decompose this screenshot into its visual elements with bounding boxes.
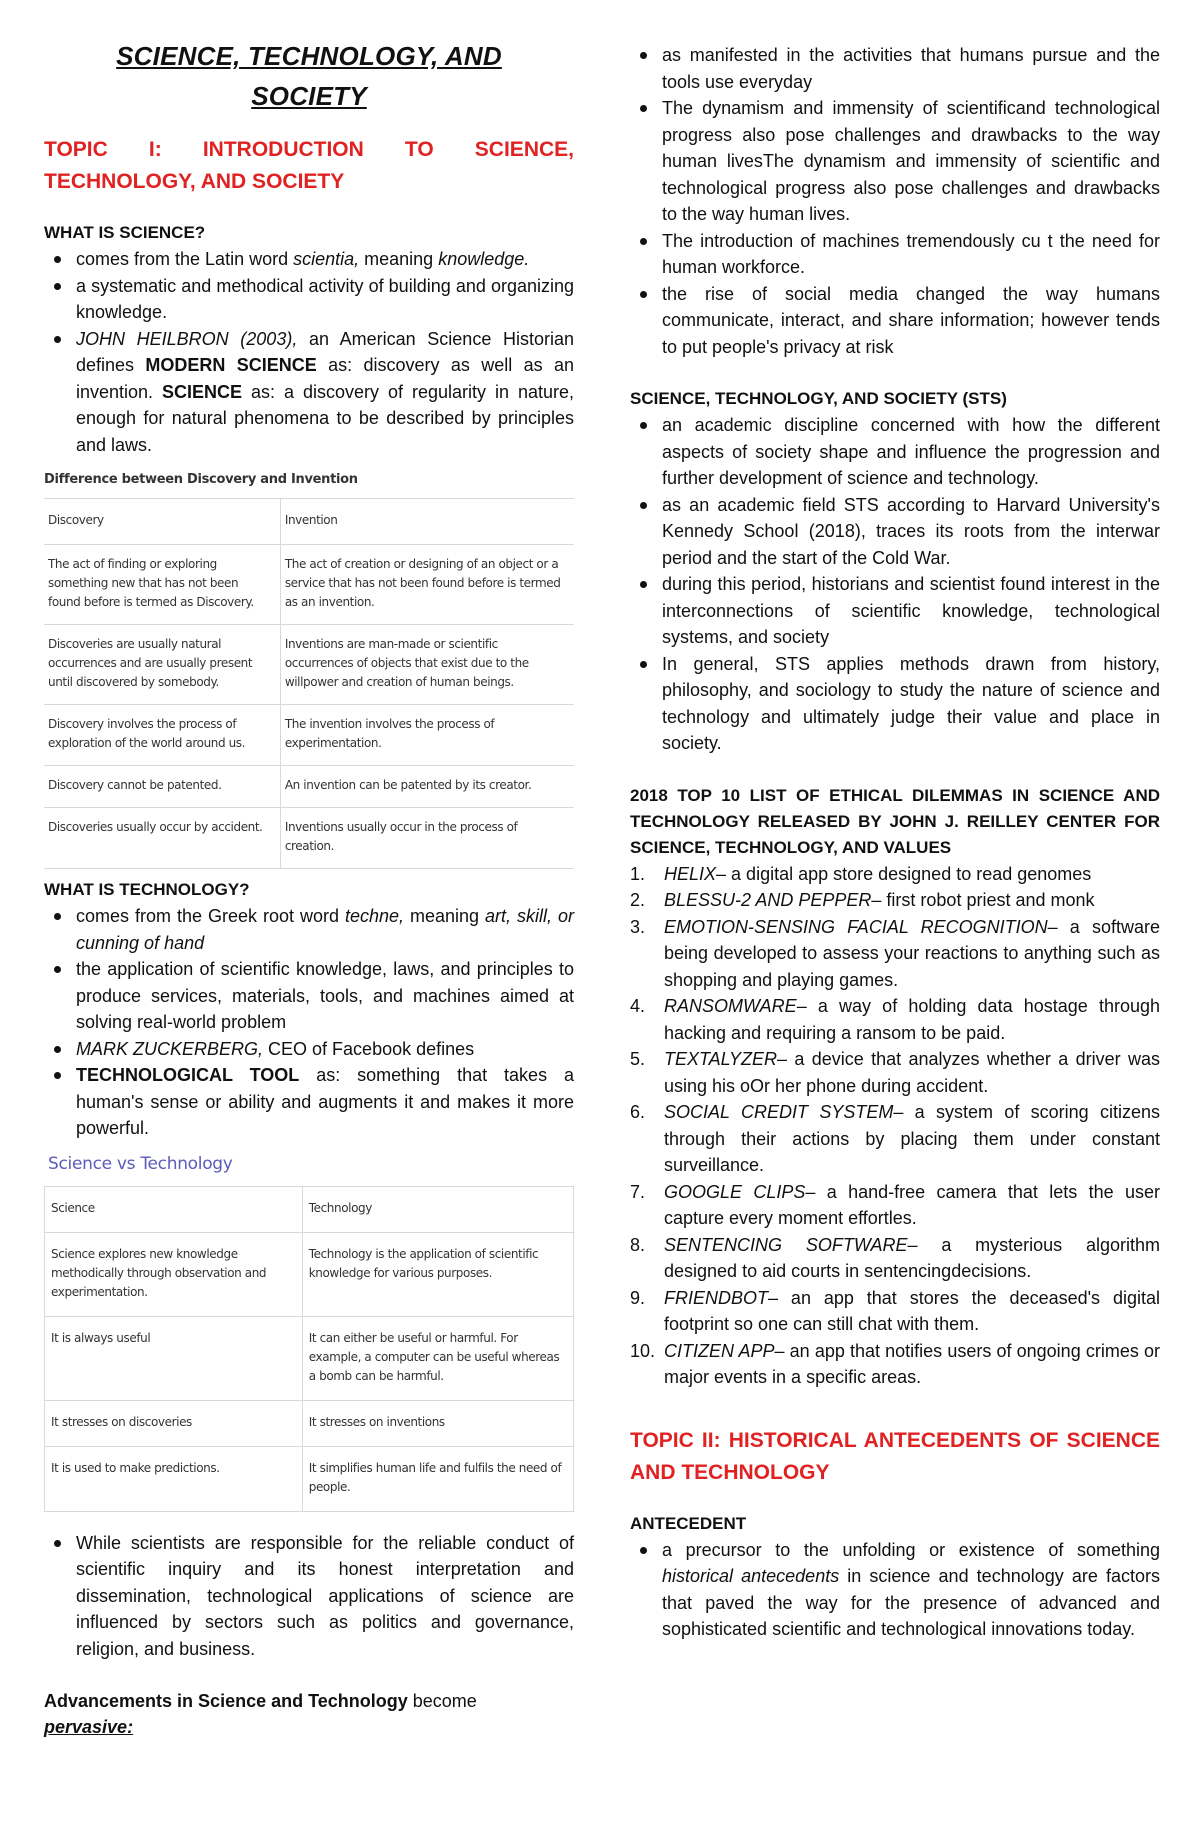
list-item: an academic discipline concerned with how the different aspects of society shape and influence the progression and further development of science and technology. bbox=[630, 412, 1160, 492]
list-number: 3. bbox=[630, 916, 646, 937]
table-row bbox=[44, 705, 574, 766]
dilemma-item bbox=[630, 1285, 1160, 1338]
dilemma-description: – a software being developed to assess your reactions to anything such as shopping and playing games. bbox=[664, 916, 1160, 990]
dilemma-term: CITIZEN APP bbox=[664, 1340, 775, 1361]
table-row bbox=[45, 1316, 574, 1400]
list-number: 1. bbox=[630, 863, 646, 884]
table-header-row bbox=[45, 1186, 574, 1232]
table-cell: It stresses on inventions bbox=[302, 1400, 573, 1446]
science-heading: WHAT IS SCIENCE? bbox=[44, 223, 206, 242]
table-caption: Science vs Technology bbox=[48, 1153, 233, 1174]
list-item: The introduction of machines tremendously cu t the need for human workforce. bbox=[630, 228, 1160, 281]
table-cell: It simplifies human life and fulfils the need of people. bbox=[302, 1446, 573, 1511]
table-header-cell: Science bbox=[45, 1186, 303, 1232]
dilemma-description: – a hand-free camera that lets the user capture every moment effortles. bbox=[664, 1181, 1160, 1228]
influence-bullets bbox=[44, 1530, 574, 1663]
list-item: the application of scientific knowledge, laws, and principles to produce services, materials, tools, and machines aimed at solving real-world problem bbox=[44, 956, 574, 1036]
table-cell: It is always useful bbox=[45, 1316, 303, 1400]
list-number: 2. bbox=[630, 890, 646, 910]
list-item: the rise of social media changed the way humans communicate, interact, and share information; however tends to put people's privacy at risk bbox=[630, 281, 1160, 361]
table-row bbox=[44, 766, 574, 808]
dilemma-term: HELIX bbox=[664, 863, 717, 884]
list-item: as manifested in the activities that humans pursue and the tools use everyday bbox=[630, 42, 1160, 95]
table-row bbox=[45, 1232, 574, 1316]
list-number: 10. bbox=[630, 1340, 656, 1361]
table-cell: The act of creation or designing of an object or a service that has not been found before is termed as an invention. bbox=[280, 545, 574, 625]
dilemma-item bbox=[630, 1046, 1160, 1099]
table-cell: An invention can be patented by its creator. bbox=[280, 766, 574, 808]
list-item: during this period, historians and scientist found interest in the interconnections of scientific knowledge, technological systems, and society bbox=[630, 571, 1160, 651]
list-number: 4. bbox=[630, 996, 646, 1016]
list-item: TECHNOLOGICAL TOOL as: something that takes a human's sense or ability and augments it and makes it more powerful. bbox=[44, 1062, 574, 1142]
dilemma-item bbox=[630, 1232, 1160, 1285]
discovery-invention-table-image bbox=[44, 470, 574, 869]
dilemma-term: RANSOMWARE bbox=[664, 996, 797, 1016]
dilemma-term: SENTENCING SOFTWARE bbox=[664, 1234, 908, 1255]
list-number: 9. bbox=[630, 1287, 646, 1308]
dilemma-term: BLESSU-2 AND PEPPER bbox=[664, 890, 872, 910]
sts-heading: SCIENCE, TECHNOLOGY, AND SOCIETY (STS) bbox=[630, 389, 1007, 408]
list-number: 6. bbox=[630, 1102, 646, 1122]
dilemma-item bbox=[630, 1338, 1160, 1391]
science-bullets bbox=[44, 246, 574, 458]
dilemma-description: – an app that notifies users of ongoing crimes or major events in a specific areas. bbox=[664, 1340, 1160, 1387]
dilemma-description: – an app that stores the deceased's digital footprint so one can still chat with them. bbox=[664, 1287, 1160, 1334]
document-title: SCIENCE, TECHNOLOGY, AND SOCIETY bbox=[116, 41, 502, 111]
table-caption: Difference between Discovery and Invention bbox=[44, 472, 358, 487]
list-item: JOHN HEILBRON (2003), an American Science Historian defines MODERN SCIENCE as: discovery as well as an invention. SCIENCE as: a discovery of regularity in nature, enough for natural phenomena to be described by principles and laws. bbox=[44, 326, 574, 459]
table-cell: Inventions are man-made or scientific occurrences of objects that exist due to the willpower and creation of human beings. bbox=[280, 625, 574, 705]
topic-1-heading: TOPIC I: INTRODUCTION TO SCIENCE, TECHNOLOGY, AND SOCIETY bbox=[44, 138, 574, 193]
list-item: comes from the Latin word scientia, meaning knowledge. bbox=[44, 246, 574, 273]
science-vs-technology-table-image bbox=[44, 1154, 574, 1512]
dilemma-item bbox=[630, 993, 1160, 1046]
table-row bbox=[44, 808, 574, 869]
table-header-cell: Technology bbox=[302, 1186, 573, 1232]
table-cell: Technology is the application of scientific knowledge for various purposes. bbox=[302, 1232, 573, 1316]
dilemma-description: – a device that analyzes whether a driver was using his oOr her phone during accident. bbox=[664, 1049, 1160, 1096]
dilemma-description: – first robot priest and monk bbox=[871, 890, 1095, 910]
dilemma-term: FRIENDBOT bbox=[664, 1287, 769, 1308]
list-item: a systematic and methodical activity of building and organizing knowledge. bbox=[44, 273, 574, 326]
table-cell: It is used to make predictions. bbox=[45, 1446, 303, 1511]
topic-2-heading: TOPIC II: HISTORICAL ANTECEDENTS OF SCIENCE AND TECHNOLOGY bbox=[630, 1428, 1160, 1484]
dilemma-item bbox=[630, 914, 1160, 994]
table-cell: Discovery involves the process of exploration of the world around us. bbox=[44, 705, 280, 766]
table-cell: It can either be useful or harmful. For example, a computer can be useful whereas a bomb can be harmful. bbox=[302, 1316, 573, 1400]
table-row bbox=[45, 1400, 574, 1446]
dilemma-item bbox=[630, 887, 1160, 914]
table-header-row bbox=[44, 499, 574, 545]
advancements-paragraph: Advancements in Science and Technology become pervasive: bbox=[44, 1691, 477, 1737]
table-cell: The act of finding or exploring something new that has not been found before is termed as Discovery. bbox=[44, 545, 280, 625]
technology-bullets bbox=[44, 903, 574, 1142]
dilemma-item bbox=[630, 1099, 1160, 1179]
table-header-cell: Invention bbox=[280, 499, 574, 545]
dilemma-description: – a mysterious algorithm designed to aid courts in sentencingdecisions. bbox=[664, 1234, 1161, 1281]
table-cell: Discoveries are usually natural occurrences and are usually present until discovered by somebody. bbox=[44, 625, 280, 705]
dilemma-term: TEXTALYZER bbox=[664, 1049, 778, 1069]
list-item: comes from the Greek root word techne, meaning art, skill, or cunning of hand bbox=[44, 903, 574, 956]
dilemma-term: EMOTION-SENSING FACIAL RECOGNITION bbox=[664, 916, 1048, 937]
advancement-bullets bbox=[630, 42, 1160, 360]
table-row bbox=[44, 625, 574, 705]
technology-heading: WHAT IS TECHNOLOGY? bbox=[44, 880, 250, 899]
dilemma-description: – a digital app store designed to read genomes bbox=[716, 863, 1092, 884]
table-header-cell: Discovery bbox=[44, 499, 280, 545]
science-vs-technology-table bbox=[44, 1186, 574, 1512]
list-item: as an academic field STS according to Harvard University's Kennedy School (2018), traces its roots from the interwar period and the start of the Cold War. bbox=[630, 492, 1160, 572]
list-item: a precursor to the unfolding or existence of something historical antecedents in science and technology are factors that paved the way for the presence of advanced and sophisticated scientific and technological innovations today. bbox=[630, 1537, 1160, 1643]
sts-bullets bbox=[630, 412, 1160, 757]
dilemma-term: SOCIAL CREDIT SYSTEM bbox=[664, 1102, 894, 1122]
antecedent-heading: ANTECEDENT bbox=[630, 1513, 747, 1533]
table-cell: Science explores new knowledge methodically through observation and experimentation. bbox=[45, 1232, 303, 1316]
dilemmas-heading: 2018 TOP 10 LIST OF ETHICAL DILEMMAS IN SCIENCE AND TECHNOLOGY RELEASED BY JOHN J. REILLEY CENTER FOR SCIENCE, TECHNOLOGY, AND VALUES bbox=[630, 785, 1160, 857]
table-cell: The invention involves the process of experimentation. bbox=[280, 705, 574, 766]
list-number: 7. bbox=[630, 1181, 646, 1202]
table-cell: It stresses on discoveries bbox=[45, 1400, 303, 1446]
list-number: 5. bbox=[630, 1049, 646, 1069]
table-row bbox=[45, 1446, 574, 1511]
dilemma-term: GOOGLE CLIPS bbox=[664, 1181, 806, 1202]
table-cell: Discoveries usually occur by accident. bbox=[44, 808, 280, 869]
right-column bbox=[630, 42, 1160, 1643]
list-item: In general, STS applies methods drawn from history, philosophy, and sociology to study the nature of science and technology and ultimately judge their value and place in society. bbox=[630, 651, 1160, 757]
dilemma-item bbox=[630, 1179, 1160, 1232]
dilemma-description: – a system of scoring citizens through their actions by placing them under constant surveillance. bbox=[664, 1102, 1160, 1175]
list-number: 8. bbox=[630, 1234, 646, 1255]
dilemma-item bbox=[630, 861, 1160, 888]
table-row bbox=[44, 545, 574, 625]
list-item: MARK ZUCKERBERG, CEO of Facebook defines bbox=[44, 1036, 574, 1063]
discovery-invention-table bbox=[44, 498, 574, 869]
dilemma-description: – a way of holding data hostage through hacking and requiring a ransom to be paid. bbox=[664, 996, 1160, 1043]
antecedent-bullets bbox=[630, 1537, 1160, 1643]
table-cell: Inventions usually occur in the process of creation. bbox=[280, 808, 574, 869]
table-cell: Discovery cannot be patented. bbox=[44, 766, 280, 808]
dilemmas-list bbox=[630, 861, 1160, 1391]
left-column bbox=[44, 36, 574, 1740]
list-item: While scientists are responsible for the reliable conduct of scientific inquiry and its honest interpretation and dissemination, technological applications of science are influenced by sectors such as politics and governance, religion, and business. bbox=[44, 1530, 574, 1663]
list-item: The dynamism and immensity of scientificand technological progress also pose challenges and drawbacks to the way human livesThe dynamism and immensity of scientific and technological progress also pose challenges and drawbacks to the way human lives. bbox=[630, 95, 1160, 228]
